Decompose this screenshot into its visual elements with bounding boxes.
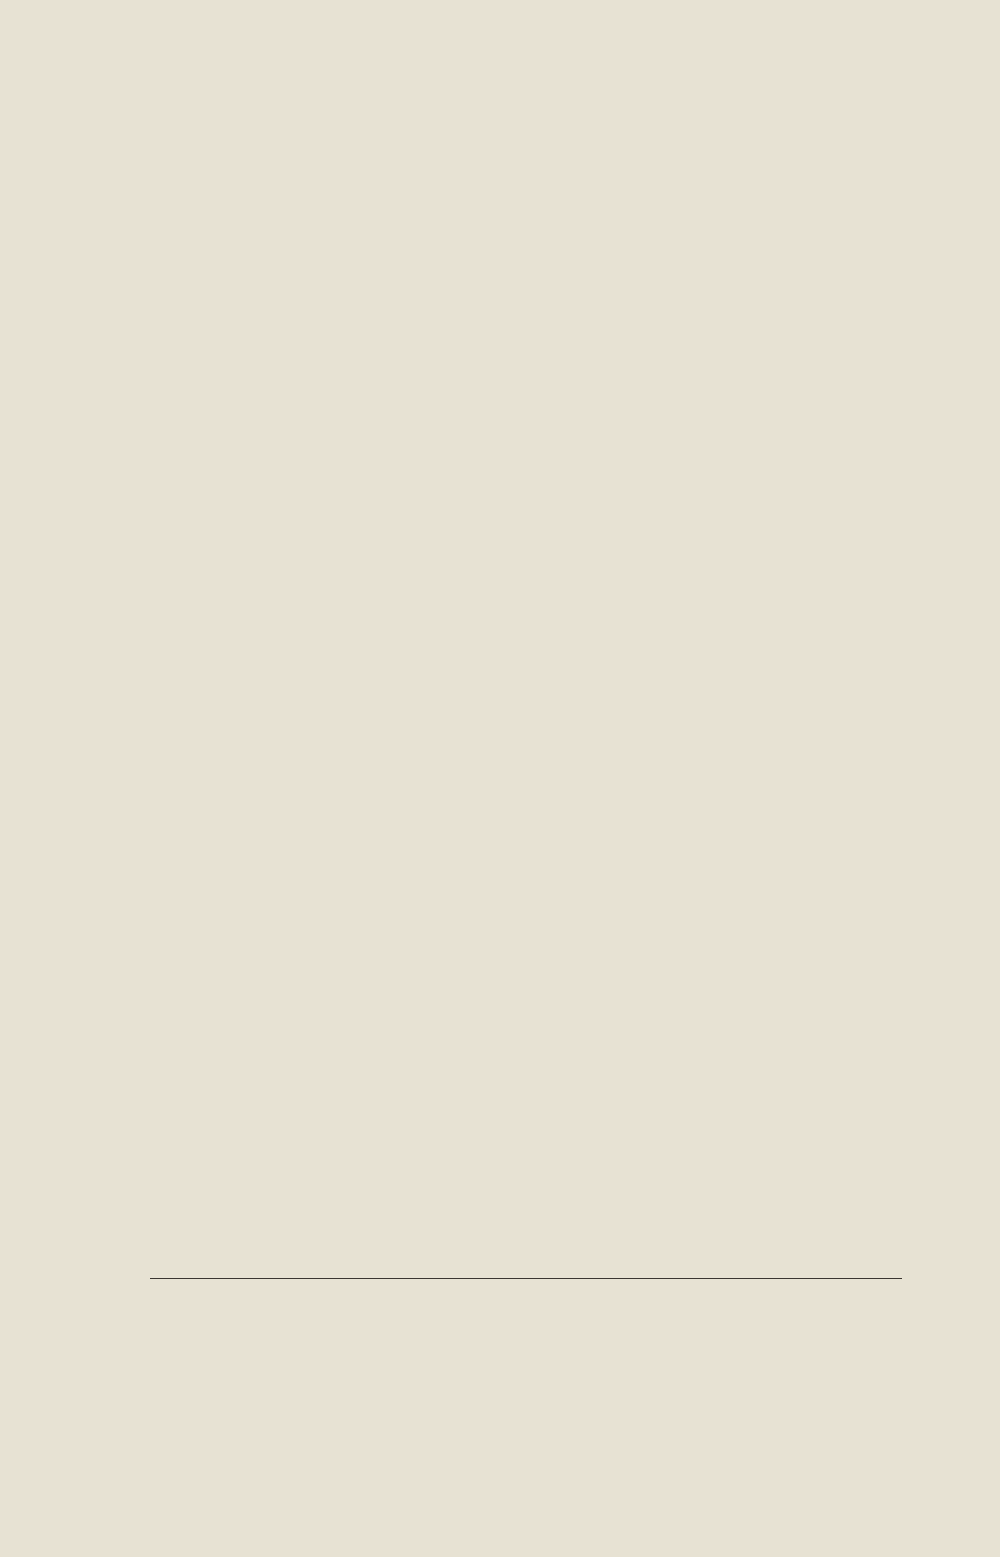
footnote-rule: [150, 1278, 902, 1279]
